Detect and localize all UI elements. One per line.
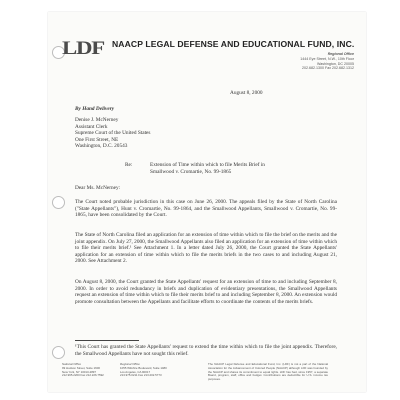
delivery-method: By Hand Delivery	[75, 106, 115, 112]
organization-name: NAACP LEGAL DEFENSE AND EDUCATIONAL FUND, INC.	[112, 39, 355, 49]
addressee-block	[75, 117, 150, 150]
addressee-line: Assistant Clerk	[75, 123, 108, 130]
footer-line: 212.965.2200 Fax 212.226.7592	[62, 373, 104, 378]
office-label: Regional Office	[327, 52, 354, 56]
office-line: 1444 Eye Street, N.W., 10th Floor	[300, 56, 354, 61]
re-line: Smallwood v. Cromartie, No. 99-1865	[150, 168, 232, 175]
office-line: Washington, DC 20005	[316, 61, 354, 66]
footer-national-office	[62, 363, 104, 378]
addressee-line: One First Street, NE	[75, 136, 119, 143]
addressee-line: Supreme Court of the United States	[75, 130, 151, 137]
footer-line: New York, NY 10013-2897	[62, 369, 97, 374]
footer-line: Los Angeles, CA 90017	[120, 369, 151, 374]
letter-date: August 8, 2000	[230, 90, 263, 96]
footer-line: 213.975.0211 Fax 213.202.5773	[120, 373, 162, 378]
regional-office-address	[300, 52, 354, 71]
addressee-line: Washington, D.C. 20543	[75, 143, 128, 150]
footer-label: Regional Office	[120, 362, 140, 366]
footer-line: 99 Hudson Street, Suite 1600	[62, 365, 100, 370]
ldf-logo: LDF	[62, 38, 104, 59]
body-paragraph: On August 8, 2000, the Court granted the State Appellants' request for an extension of time to and including September 8, 2000. In order to avoid redundancy in briefs and duplication of evidentiary presentations, the Smallwood Appellants request an extension of time within which to file their merits brief to and including September 8, 2000. An extension would promote consultation between the Appellants and facilitate efforts to coordinate the contents of the merits briefs.	[75, 279, 337, 305]
footnote: ¹This Court has granted the State Appellants' request to extend the time within which to file the joint appendix. Therefore, the Smallwood Appellants have not sought this relief.	[75, 344, 337, 357]
addressee-line: Denise J. McNerney	[75, 117, 119, 123]
footer-regional-office	[120, 363, 167, 378]
body-paragraph: The Court noted probable jurisdiction in this case on June 26, 2000. The appeals filed by the State of North Carolina ("State Appellants"), Hunt v. Cromartie, No. 99-1864, and the Smallwood Appellants, Smallwood v. Cromartie, No. 99-1865, have been consolidated by the Court.	[75, 199, 337, 219]
footer-label: National Office	[62, 362, 81, 366]
salutation: Dear Ms. McNerney:	[75, 185, 121, 191]
footer-disclaimer: The NAACP Legal Defense and Educational Fund, Inc. (LDF) is not a part of the National Association for the Advancement of Colored People (NAACP) although LDF was founded by the NAACP and shares its commitment to equal rights. LDF has had, since 1957, a separate Board, program, staff, office and budget. Contributions are deductible for U.S. income tax purposes.	[208, 362, 328, 382]
punch-hole	[52, 346, 65, 359]
office-line: 202.682.1300 Fax 202.682.1312	[302, 66, 354, 71]
re-subject	[150, 162, 300, 175]
footer-line: 1055 Wilshire Boulevard, Suite 1480	[120, 365, 167, 370]
punch-hole	[52, 196, 65, 209]
re-line: Extension of Time within which to file Merits Brief in	[150, 162, 265, 168]
re-label: Re:	[125, 162, 133, 168]
body-paragraph: The State of North Carolina filed an application for an extension of time within which to file the brief on the merits and the joint appendix. On July 27, 2000, the Smallwood Appellants also filed an application for an extension of time within which to file their merits brief.¹ See Attachment 1. In a letter dated July 26, 2000, the Court granted the State Appellants' application for an extension of time within which to file the merits briefs in the two cases to and including August 21, 2000. See Attachment 2.	[75, 232, 337, 265]
footnote-divider	[75, 340, 139, 341]
